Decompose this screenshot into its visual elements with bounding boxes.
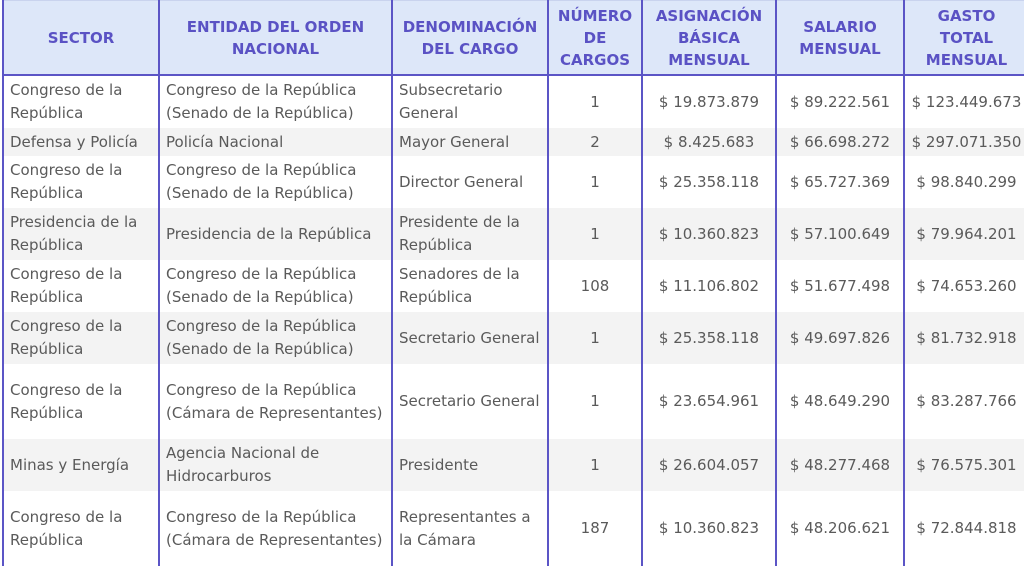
cell-sector: Defensa y Policía — [3, 128, 159, 156]
cell-sector: Congreso de la República — [3, 364, 159, 439]
cell-entidad: Congreso de la República (Senado de la República) — [159, 75, 392, 128]
header-gasto: GASTO TOTAL MENSUAL — [904, 1, 1024, 76]
cell-cargo: Secretario General — [392, 364, 548, 439]
cell-numero: 1 — [548, 439, 642, 491]
cell-numero: 108 — [548, 260, 642, 312]
salary-table — [2, 0, 1024, 566]
cell-numero: 1 — [548, 156, 642, 208]
table-row — [3, 208, 1024, 260]
cell-entidad: Congreso de la República (Senado de la República) — [159, 312, 392, 364]
cell-entidad: Congreso de la República (Senado de la República) — [159, 156, 392, 208]
cell-gasto: $ 74.653.260 — [904, 260, 1024, 312]
cell-asignacion: $ 26.604.057 — [642, 439, 776, 491]
cell-salario: $ 48.649.290 — [776, 364, 904, 439]
table-row — [3, 260, 1024, 312]
cell-asignacion: $ 25.358.118 — [642, 312, 776, 364]
cell-entidad: Congreso de la República (Cámara de Representantes) — [159, 491, 392, 566]
cell-entidad: Congreso de la República (Cámara de Representantes) — [159, 364, 392, 439]
cell-salario: $ 48.277.468 — [776, 439, 904, 491]
table-row — [3, 364, 1024, 439]
cell-asignacion: $ 19.873.879 — [642, 75, 776, 128]
header-row — [3, 1, 1024, 76]
cell-sector: Congreso de la República — [3, 491, 159, 566]
cell-asignacion: $ 8.425.683 — [642, 128, 776, 156]
cell-numero: 1 — [548, 208, 642, 260]
header-numero: NÚMERO DE CARGOS — [548, 1, 642, 76]
table-body — [3, 75, 1024, 566]
cell-entidad: Presidencia de la República — [159, 208, 392, 260]
table-row — [3, 128, 1024, 156]
header-denominacion: DENOMINACIÓN DEL CARGO — [392, 1, 548, 76]
cell-asignacion: $ 10.360.823 — [642, 208, 776, 260]
cell-numero: 1 — [548, 364, 642, 439]
cell-asignacion: $ 25.358.118 — [642, 156, 776, 208]
cell-salario: $ 49.697.826 — [776, 312, 904, 364]
table-header — [3, 1, 1024, 76]
cell-gasto: $ 83.287.766 — [904, 364, 1024, 439]
table-row — [3, 439, 1024, 491]
cell-salario: $ 66.698.272 — [776, 128, 904, 156]
cell-cargo: Mayor General — [392, 128, 548, 156]
cell-cargo: Presidente — [392, 439, 548, 491]
cell-sector: Presidencia de la República — [3, 208, 159, 260]
cell-asignacion: $ 10.360.823 — [642, 491, 776, 566]
cell-asignacion: $ 11.106.802 — [642, 260, 776, 312]
table-row — [3, 156, 1024, 208]
cell-entidad: Agencia Nacional de Hidrocarburos — [159, 439, 392, 491]
cell-cargo: Secretario General — [392, 312, 548, 364]
table-row — [3, 312, 1024, 364]
header-asignacion: ASIGNACIÓN BÁSICA MENSUAL — [642, 1, 776, 76]
cell-sector: Congreso de la República — [3, 312, 159, 364]
cell-cargo: Presidente de la República — [392, 208, 548, 260]
cell-salario: $ 48.206.621 — [776, 491, 904, 566]
cell-cargo: Representantes a la Cámara — [392, 491, 548, 566]
table-row — [3, 491, 1024, 566]
cell-sector: Minas y Energía — [3, 439, 159, 491]
cell-gasto: $ 123.449.673 — [904, 75, 1024, 128]
cell-salario: $ 57.100.649 — [776, 208, 904, 260]
table-row — [3, 75, 1024, 128]
cell-entidad: Policía Nacional — [159, 128, 392, 156]
cell-gasto: $ 79.964.201 — [904, 208, 1024, 260]
cell-gasto: $ 81.732.918 — [904, 312, 1024, 364]
cell-numero: 1 — [548, 312, 642, 364]
cell-gasto: $ 98.840.299 — [904, 156, 1024, 208]
header-sector: SECTOR — [3, 1, 159, 76]
header-salario: SALARIO MENSUAL — [776, 1, 904, 76]
cell-salario: $ 51.677.498 — [776, 260, 904, 312]
cell-asignacion: $ 23.654.961 — [642, 364, 776, 439]
cell-sector: Congreso de la República — [3, 75, 159, 128]
header-entidad: ENTIDAD DEL ORDEN NACIONAL — [159, 1, 392, 76]
cell-sector: Congreso de la República — [3, 260, 159, 312]
cell-cargo: Subsecretario General — [392, 75, 548, 128]
cell-sector: Congreso de la República — [3, 156, 159, 208]
cell-cargo: Director General — [392, 156, 548, 208]
cell-numero: 1 — [548, 75, 642, 128]
cell-cargo: Senadores de la República — [392, 260, 548, 312]
cell-gasto: $ 76.575.301 — [904, 439, 1024, 491]
cell-gasto: $ 72.844.818 — [904, 491, 1024, 566]
cell-numero: 187 — [548, 491, 642, 566]
cell-entidad: Congreso de la República (Senado de la República) — [159, 260, 392, 312]
cell-salario: $ 65.727.369 — [776, 156, 904, 208]
cell-numero: 2 — [548, 128, 642, 156]
cell-salario: $ 89.222.561 — [776, 75, 904, 128]
cell-gasto: $ 297.071.350 — [904, 128, 1024, 156]
